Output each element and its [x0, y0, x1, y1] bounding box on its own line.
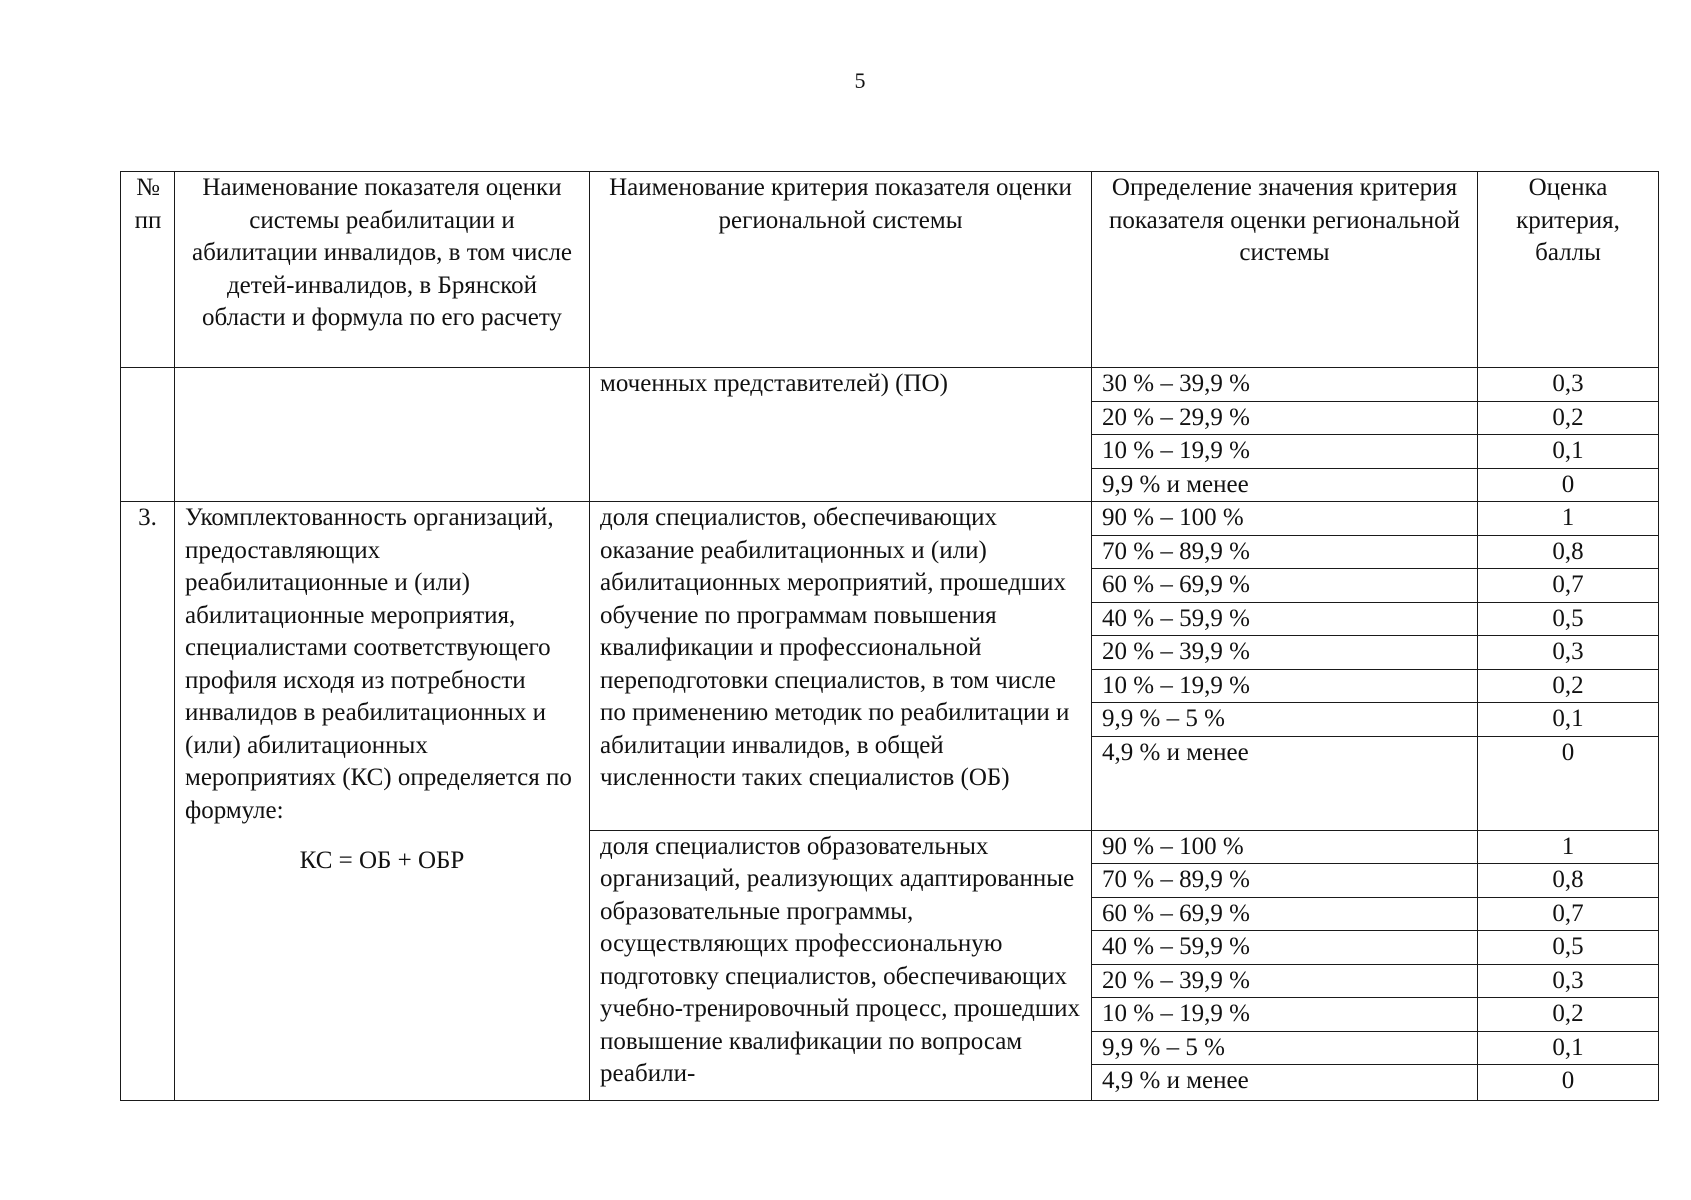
range-cell: 9,9 % – 5 % — [1092, 703, 1478, 737]
table-row — [121, 368, 1659, 402]
score-cell: 0,5 — [1478, 602, 1659, 636]
score-cell: 0,2 — [1478, 998, 1659, 1032]
table-row — [121, 502, 1659, 536]
row-number: 3. — [121, 502, 175, 1101]
header-num: № пп — [121, 172, 175, 368]
indicator-text: Укомплектованность организаций, предоставляющих реабилитационные и (или) абилитационные мероприятия, специалистами соответствующего профиля исходя из потребности инвалидов в реабилитационных и (или) абилитационных мероприятиях (КС) определяется по формуле: — [185, 504, 572, 824]
score-cell: 0 — [1478, 1065, 1659, 1101]
range-cell: 20 % – 39,9 % — [1092, 636, 1478, 670]
range-cell: 4,9 % и менее — [1092, 736, 1478, 830]
score-cell: 0,1 — [1478, 1031, 1659, 1065]
range-cell: 70 % – 89,9 % — [1092, 535, 1478, 569]
continued-indicator-cell — [175, 368, 590, 502]
score-cell: 0,5 — [1478, 931, 1659, 965]
range-cell: 9,9 % – 5 % — [1092, 1031, 1478, 1065]
score-cell: 0,7 — [1478, 569, 1659, 603]
score-cell: 0,1 — [1478, 435, 1659, 469]
range-cell: 90 % – 100 % — [1092, 502, 1478, 536]
score-cell: 0,1 — [1478, 703, 1659, 737]
indicator-cell — [175, 502, 590, 1101]
score-cell: 0,3 — [1478, 964, 1659, 998]
score-cell: 0 — [1478, 468, 1659, 502]
criterion-1-text: доля специалистов, обеспечивающих оказание реабилитационных и (или) абилитационных мероприятий, прошедших обучение по программам повышения квалификации и профессиональной переподготовки специалистов, в том числе по применению методик по реабилитации и абилитации инвалидов, в общей численности таких специалистов (ОБ) — [590, 502, 1092, 831]
range-cell: 30 % – 39,9 % — [1092, 368, 1478, 402]
range-cell: 9,9 % и менее — [1092, 468, 1478, 502]
criterion-2-text: доля специалистов образовательных организаций, реализующих адаптированные образовательные программы, осуществляющих профессиональную подготовку специалистов, обеспечивающих учебно-тренировочный процесс, прошедших повышение квалификации по вопросам реабили- — [590, 830, 1092, 1101]
header-criterion: Наименование критерия показателя оценки региональной системы — [590, 172, 1092, 368]
score-cell: 0,8 — [1478, 535, 1659, 569]
range-cell: 70 % – 89,9 % — [1092, 864, 1478, 898]
header-definition: Определение значения критерия показателя оценки региональной системы — [1092, 172, 1478, 368]
continued-criterion-text: моченных представителей) (ПО) — [590, 368, 1092, 502]
range-cell: 20 % – 29,9 % — [1092, 401, 1478, 435]
range-cell: 40 % – 59,9 % — [1092, 602, 1478, 636]
range-cell: 60 % – 69,9 % — [1092, 897, 1478, 931]
range-cell: 4,9 % и менее — [1092, 1065, 1478, 1101]
score-cell: 0 — [1478, 736, 1659, 830]
score-cell: 1 — [1478, 502, 1659, 536]
range-cell: 90 % – 100 % — [1092, 830, 1478, 864]
score-cell: 0,2 — [1478, 669, 1659, 703]
score-cell: 0,3 — [1478, 636, 1659, 670]
range-cell: 10 % – 19,9 % — [1092, 669, 1478, 703]
score-cell: 0,7 — [1478, 897, 1659, 931]
continued-num-cell — [121, 368, 175, 502]
page-number: 5 — [854, 68, 866, 93]
score-cell: 0,2 — [1478, 401, 1659, 435]
score-cell: 0,8 — [1478, 864, 1659, 898]
header-score: Оценка критерия, баллы — [1478, 172, 1659, 368]
score-cell: 1 — [1478, 830, 1659, 864]
range-cell: 40 % – 59,9 % — [1092, 931, 1478, 965]
header-indicator: Наименование показателя оценки системы реабилитации и абилитации инвалидов, в том числе детей-инвалидов, в Брянской области и формула по его расчету — [175, 172, 590, 368]
range-cell: 10 % – 19,9 % — [1092, 435, 1478, 469]
range-cell: 20 % – 39,9 % — [1092, 964, 1478, 998]
criteria-table — [120, 171, 1659, 1101]
range-cell: 60 % – 69,9 % — [1092, 569, 1478, 603]
table-header-row — [121, 172, 1659, 368]
formula: КС = ОБ + ОБР — [299, 847, 465, 874]
range-cell: 10 % – 19,9 % — [1092, 998, 1478, 1032]
score-cell: 0,3 — [1478, 368, 1659, 402]
